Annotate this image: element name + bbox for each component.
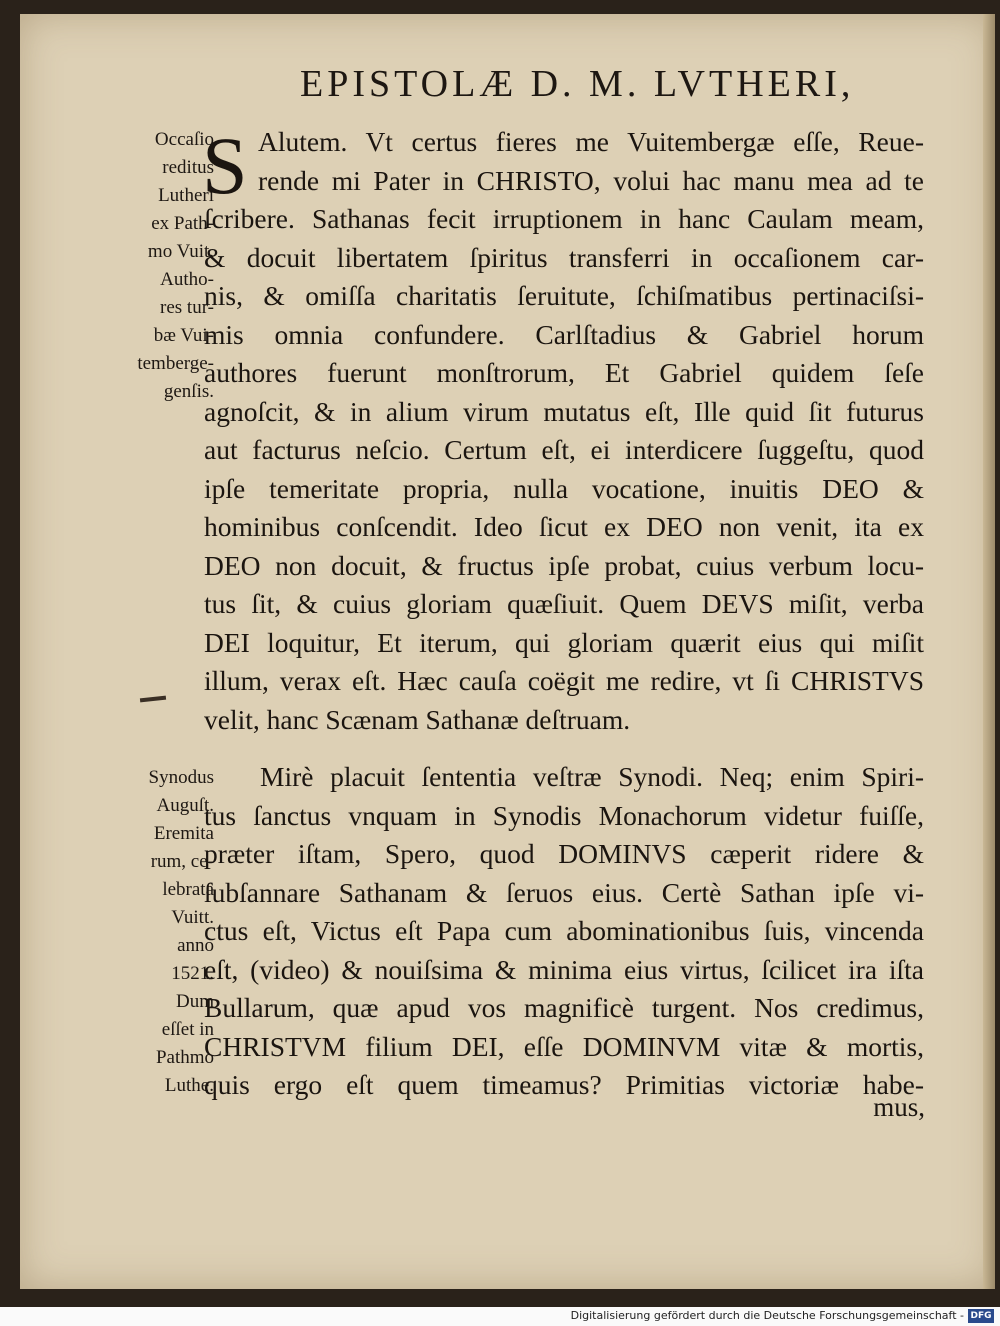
margin-note-line: Dum [176, 991, 214, 1012]
text-line: CHRISTVM filium DEI, eſſe DOMINVM vitæ & mortis, [204, 1030, 924, 1062]
margin-note-line: mo Vuit. [147, 241, 214, 262]
text-line: tus ſit, & cuius gloriam quæſiuit. Quem DEVS miſit, verba [204, 588, 924, 619]
margin-note-line: Synodus [148, 767, 214, 788]
text-line: velit, hanc Scænam Sathanæ deſtruam. [204, 703, 631, 735]
text-line: nis, & omiſſa charitatis ſeruitute, ſchiſmatibus pertinaciſsi- [204, 280, 924, 311]
text-line: DEI loquitur, Et iterum, qui gloriam quærit eius qui miſit [204, 626, 924, 658]
margin-note-line: Auguſt. [156, 795, 214, 816]
text-line: aut facturus neſcio. Certum eſt, ei interdicere ſuggeſtu, quod [204, 434, 924, 465]
dfg-logo-icon: DFG [968, 1309, 994, 1323]
margin-note-line: Autho- [160, 269, 214, 290]
margin-note-line: Occaſio [154, 129, 214, 150]
margin-note-line: anno [177, 935, 214, 956]
text-line: ctus eſt, Victus eſt Papa cum abominationibus ſuis, vincenda [204, 915, 924, 946]
margin-note-line: lebrata [162, 879, 214, 900]
margin-note-line: temberge- [137, 353, 214, 374]
margin-note-line: Luthe. [164, 1075, 214, 1096]
margin-note-line: rum, ce- [150, 851, 214, 872]
margin-note-line: 1521. [171, 963, 214, 984]
margin-note-line: reditus [162, 157, 214, 178]
drop-capital: S [202, 120, 248, 211]
text-line: præter iſtam, Spero, quod DOMINVS cæperit ridere & [204, 838, 924, 869]
text-line: & docuit libertatem ſpiritus transferri in occaſionem car- [204, 241, 924, 273]
text-line: ſubſannare Sathanam & ſeruos eius. Certè Sathan ipſe vi- [204, 876, 924, 908]
digitization-footer [0, 1307, 1000, 1326]
text-line: mis omnia confundere. Carlſtadius & Gabriel horum [204, 318, 924, 350]
margin-note-line: Eremita [153, 823, 214, 844]
text-line: illum, verax eſt. Hæc cauſa coëgit me redire, vt ſi CHRISTVS [204, 665, 924, 696]
margin-note-line: Pathmo [155, 1047, 214, 1068]
text-line: Mirè placuit ſententia veſtræ Synodi. Neq; enim Spiri- [260, 761, 924, 792]
text-line: rende mi Pater in CHRISTO, volui hac manu mea ad te [258, 164, 924, 196]
running-header: EPISTOLÆ D. M. LVTHERI, [300, 63, 855, 105]
text-line: authores fuerunt monſtrorum, Et Gabriel quidem ſeſe [204, 357, 924, 388]
text-line: agnoſcit, & in alium virum mutatus eſt, Ille quid ſit futurus [204, 395, 924, 427]
margin-note-line: res tur- [160, 297, 214, 318]
margin-note-line: Lutheri [158, 185, 214, 206]
margin-note-line: eſſet in [161, 1019, 214, 1040]
text-line: DEO non docuit, & fructus ipſe probat, cuius verbum locu- [204, 549, 924, 581]
margin-note-line: genſis. [163, 381, 214, 402]
catchword: mus, [873, 1092, 925, 1122]
margin-note-line: ex Path- [151, 213, 214, 234]
text-line: Bullarum, quæ apud vos magnificè turgent. Nos credimus, [204, 992, 924, 1023]
text-line: Alutem. Vt certus fieres me Vuitembergæ eſſe, Reue- [258, 126, 924, 157]
paragraph-2 [204, 758, 924, 1105]
text-line: hominibus conſcendit. Ideo ſicut ex DEO non venit, ita ex [204, 511, 924, 542]
margin-note-line: bæ Vui- [153, 325, 214, 346]
text-line: ſcribere. Sathanas fecit irruptionem in hanc Caulam meam, [204, 203, 924, 234]
text-line: ipſe temeritate propria, nulla vocatione, inuitis DEO & [204, 472, 924, 504]
text-line: tus ſanctus vnquam in Synodis Monachorum videtur fuiſſe, [204, 799, 924, 831]
footer-credit: Digitalisierung gefördert durch die Deutsche Forschungsgemeinschaft - [570, 1309, 964, 1322]
margin-note-1 [104, 126, 214, 406]
text-line: eſt, (video) & nouiſsima & minima eius virtus, ſcilicet ira iſta [204, 953, 924, 985]
paragraph-1 [202, 120, 924, 739]
margin-note-line: Vuitt. [171, 907, 214, 928]
page-spine [983, 14, 995, 1289]
margin-note-2 [104, 764, 214, 1100]
text-line: quis ergo eſt quem timeamus? Primitias victoriæ habe- [204, 1069, 924, 1100]
